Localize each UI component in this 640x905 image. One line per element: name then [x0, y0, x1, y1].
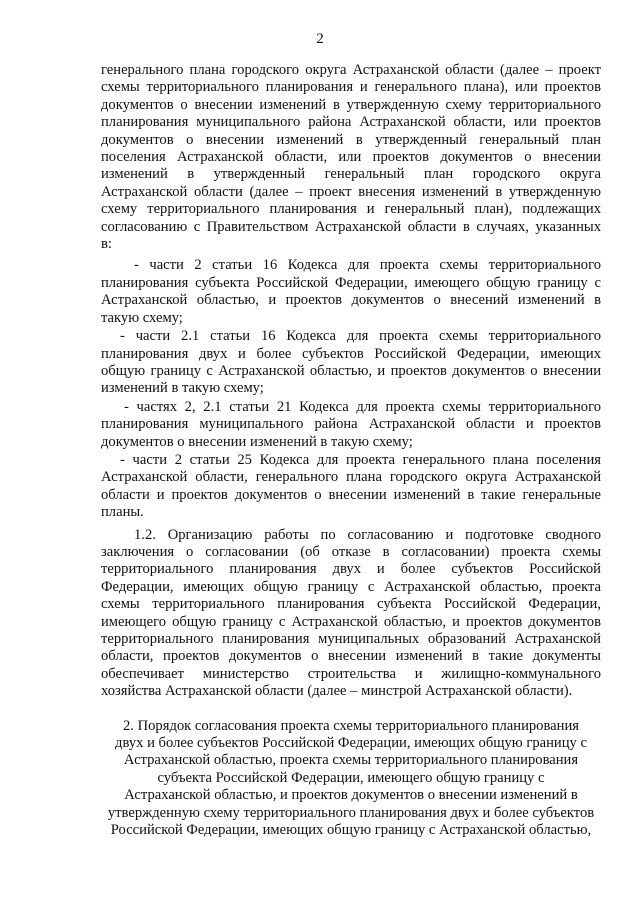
text-line: поселения Астраханской области, или проектов документов о внесении	[101, 149, 601, 166]
text-line: - части 2 статьи 16 Кодекса для проекта схемы территориального	[134, 257, 601, 274]
text-line: области, проектов документов о внесении изменений в такие документы	[101, 648, 601, 665]
heading-line: утвержденную схему территориального планирования двух и более субъектов	[107, 804, 595, 821]
text-line: хозяйства Астраханской области (далее – минстрой Астраханской области).	[101, 683, 573, 700]
text-line: планы.	[101, 504, 144, 521]
text-line: в:	[101, 236, 112, 253]
text-line: схему территориального планирования и генеральный план), подлежащих	[101, 201, 601, 218]
text-line: изменений в утвержденный генеральный план городского округа	[101, 166, 601, 183]
text-line: генерального плана городского округа Астраханской области (далее – проект	[101, 62, 601, 78]
section-heading-2	[101, 718, 601, 840]
text-line: изменений в такую схему;	[101, 380, 264, 397]
heading-line: Астраханской областью, проекта схемы территориального планирования	[123, 752, 579, 769]
text-line: Астраханской области (далее – проект внесения изменений в утвержденную	[101, 183, 601, 200]
text-line: 1.2. Организацию работы по согласованию и подготовке сводного	[134, 526, 601, 543]
text-line: Астраханской областью, и проектов документов о внесений изменений в	[101, 292, 601, 309]
text-line: - частях 2, 2.1 статьи 21 Кодекса для проекта схемы территориального	[124, 398, 601, 415]
text-line: заключения о согласовании (об отказе в согласовании) проекта схемы	[101, 543, 601, 560]
text-line: документов о внесении изменений в утвержденный генеральный план	[101, 131, 601, 148]
text-line: имеющего общую границу с Астраханской областью, и проектов документов	[101, 613, 601, 630]
text-line: планирования муниципального района Астраханской области, или проектов	[101, 114, 601, 131]
text-line: Федерации, имеющих общую границу с Астраханской областью, проекта	[101, 578, 601, 595]
paragraph-1-2	[101, 527, 601, 701]
heading-line: Астраханской областью, и проектов документов о внесении изменений в	[124, 787, 578, 804]
text-line: планирования двух и более субъектов Российской Федерации, имеющих	[101, 345, 601, 362]
list-item	[101, 399, 601, 451]
page-number: 2	[316, 31, 324, 47]
heading-line: двух и более субъектов Российской Федерации, имеющих общую границу с	[115, 735, 587, 752]
text-line: области и проектов документов о внесении изменений в такие генеральные	[101, 486, 601, 503]
text-line: территориального планирования двух и более субъектов Российской	[101, 561, 601, 578]
text-line: планирования субъекта Российской Федерации, имеющего общую границу с	[101, 274, 601, 291]
text-line: такую схему;	[101, 309, 183, 326]
paragraph-continuation	[101, 62, 601, 253]
list-item	[101, 452, 601, 522]
text-line: документов о внесении изменений в утвержденную схему территориального	[101, 96, 601, 113]
text-line: согласованию с Правительством Астраханской области в случаях, указанных	[101, 218, 601, 235]
text-line: обеспечивает министерство строительства и жилищно-коммунального	[101, 665, 601, 682]
heading-line: 2. Порядок согласования проекта схемы территориального планирования	[123, 717, 579, 734]
list-item	[101, 257, 601, 327]
text-line: - части 2.1 статьи 16 Кодекса для проекта схемы территориального	[120, 328, 601, 345]
heading-line: субъекта Российской Федерации, имеющего общую границу с	[157, 769, 545, 786]
text-line: общую границу с Астраханской областью, и проектов документов о внесении	[101, 362, 601, 379]
text-line: Астраханской области, генерального плана городского округа Астраханской	[101, 469, 601, 486]
spacer	[101, 701, 601, 718]
list-item	[101, 328, 601, 398]
text-line: схемы территориального планирования субъекта Российской Федерации,	[101, 596, 601, 613]
heading-line: Российской Федерации, имеющих общую границу с Астраханской областью,	[110, 822, 592, 839]
text-line: схемы территориального планирования и генерального плана), или проектов	[101, 79, 601, 96]
text-line: планирования муниципального района Астраханской области и проектов	[101, 416, 601, 433]
document-body	[101, 62, 601, 839]
text-line: документов о внесении изменений в такую схему;	[101, 433, 413, 450]
text-line: территориального планирования муниципальных образований Астраханской	[101, 631, 601, 647]
text-line: - части 2 статьи 25 Кодекса для проекта генерального плана поселения	[120, 451, 601, 468]
